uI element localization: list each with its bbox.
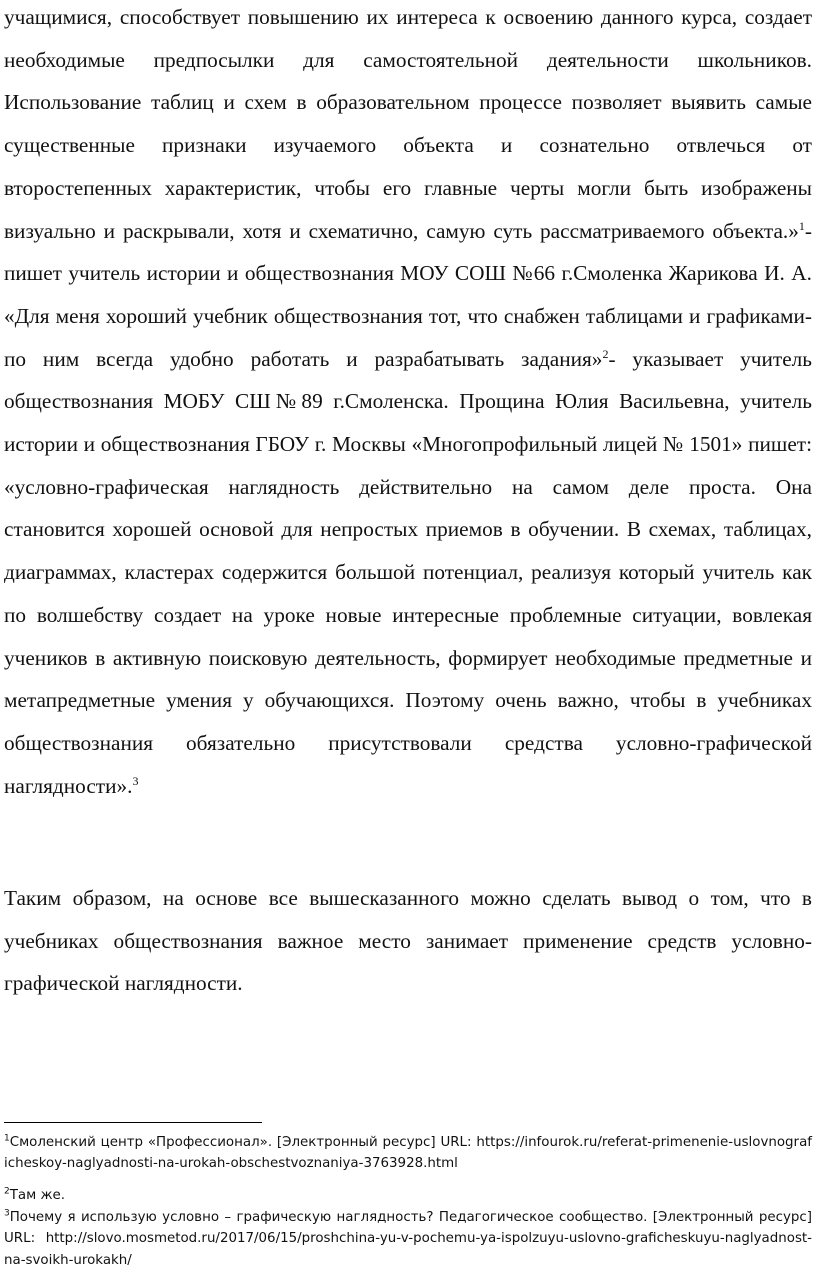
footnote-2-text: Там же.: [9, 1188, 66, 1203]
footnote-ref-2: 2: [602, 346, 609, 361]
footnote-2-number: 2: [4, 1186, 10, 1197]
footnote-1: [4, 1132, 812, 1175]
footnote-3-text: Почему я использую условно – графическую наглядность? Педагогическое сообщество. [Электронный ресурс] URL: http://slovo.mosmetod.ru/2017/06/15/proshchina-yu-v-pochemu-ya-ispolzuyu-uslovno-graficheskuyu-naglyadnost-na-svoikh-urokakh/: [4, 1210, 812, 1268]
body-text-part-1: учащимися, способствует повышению их интереса к освоению данного курса, создает необходимые предпосылки для самостоятельной деятельности школьников. Использование таблиц и схем в образовательном процессе позволяет выявить самые существенные признаки изучаемого объекта и сознательно отвлечься от второстепенных характеристик, чтобы его главные черты могли быть изображены визуально и раскрывали, хотя и схематично, самую суть рассматриваемого объекта.»: [4, 5, 812, 243]
footnote-1-text: Смоленский центр «Профессионал». [Электронный ресурс] URL: https://infourok.ru/referat-primenenie-uslovnograficheskoy-naglyadnosti-na-urokah-obschestvoznaniya-3763928.html: [4, 1135, 812, 1172]
footnote-separator: [4, 1122, 262, 1123]
footnote-3-number: 3: [4, 1208, 10, 1219]
body-paragraph: [4, 0, 812, 807]
footnote-ref-3: 3: [132, 773, 139, 788]
footnote-1-number: 1: [4, 1133, 10, 1144]
conclusion-paragraph: Таким образом, на основе все вышесказанного можно сделать вывод о том, что в учебниках обществознания важное место занимает применение средств условно-графической наглядности.: [4, 886, 812, 996]
footnote-2: [4, 1185, 812, 1206]
footnote-ref-1: 1: [798, 218, 805, 233]
body-text-part-3: - указывает учитель обществознания МОБУ СШ№89 г.Смоленска. Прощина Юлия Васильевна, учитель истории и обществознания ГБОУ г. Москвы «Многопрофильный лицей № 1501» пишет: «условно-графическая наглядность действительно на самом деле проста. Она становится хорошей основой для непростых приемов в обучении. В схемах, таблицах, диаграммах, кластерах содержится большой потенциал, реализуя который учитель как по волшебству создает на уроке новые интересные проблемные ситуации, вовлекая учеников в активную поисковую деятельность, формирует необходимые предметные и метапредметные умения у обучающихся. Поэтому очень важно, чтобы в учебниках обществознания обязательно присутствовали средства условно-графической наглядности».: [4, 346, 812, 798]
body-text-part-2: - пишет учитель истории и обществознания МОУ СОШ №66 г.Смоленка Жарикова И. А. «Для меня хороший учебник обществознания тот, что снабжен таблицами и графиками- по ним всегда удобно работать и разрабатывать задания»: [4, 218, 812, 371]
footnote-3: [4, 1207, 812, 1271]
